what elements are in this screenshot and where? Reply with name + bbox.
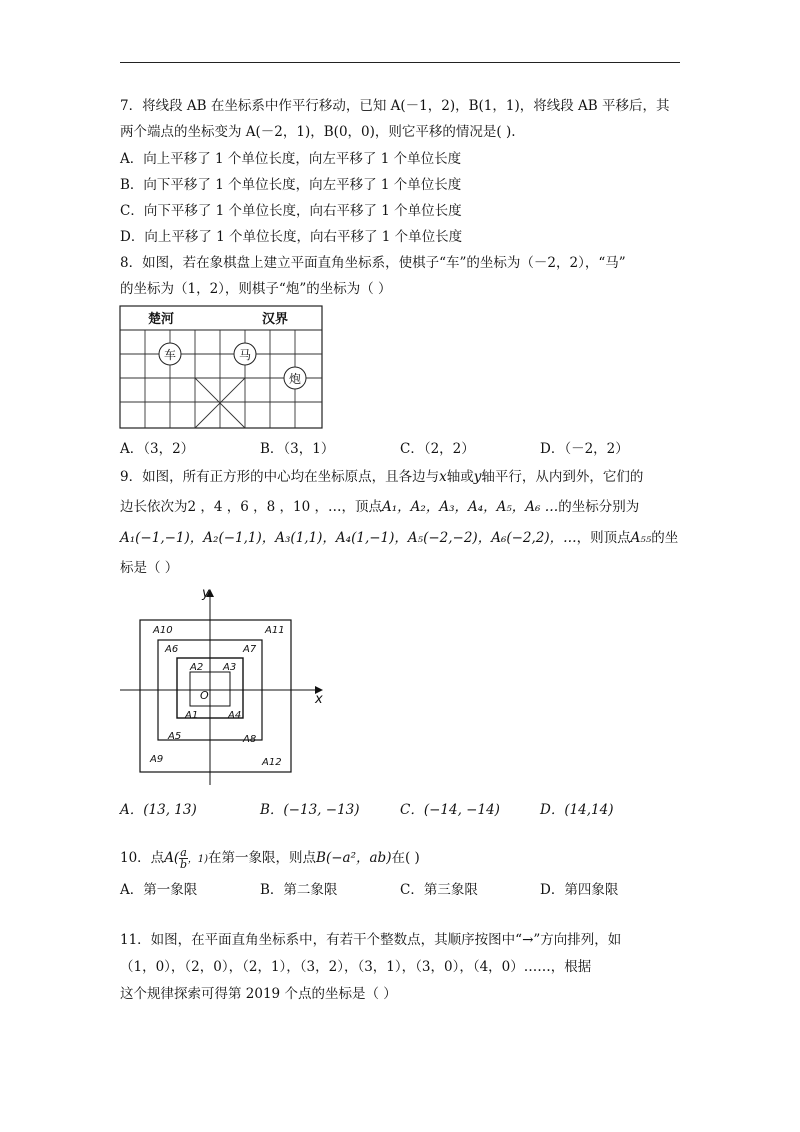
label-a6: A6: [165, 644, 179, 655]
q11-stem-line3: 这个规律探索可得第 2019 个点的坐标是（ ）: [120, 986, 397, 1002]
q10-stem-text-c: 在( ): [391, 850, 420, 866]
q10-option-b: B．第二象限: [260, 882, 338, 898]
q9-side-lengths: 2 ，4 ，6 ，8 ，10 ，…: [187, 499, 342, 515]
q10-frac-den: b: [179, 858, 188, 871]
q10-option-d: D．第四象限: [540, 882, 619, 898]
q9-stem-text-e: ，顶点: [341, 499, 382, 515]
q10-point-b: B(−a²，ab): [316, 850, 392, 866]
label-a8: A8: [243, 734, 257, 745]
piece-ma: [234, 343, 256, 365]
q11-stem-line1: 11．如图，在平面直角坐标系中，有若干个整数点，其顺序按图中“→”方向排列，如: [120, 932, 622, 948]
piece-che-label: 车: [163, 348, 177, 362]
q9-vertex-list: A₁，A₂，A₃，A₄，A₅，A₆ …: [382, 499, 559, 515]
label-a5: A5: [168, 731, 182, 742]
q10-fraction: [179, 847, 188, 870]
nested-squares-figure: [110, 585, 335, 790]
q9-option-b: B．(−13, −13): [260, 802, 360, 818]
piece-che: [159, 343, 181, 365]
board-label-chuhe: 楚河: [148, 312, 175, 327]
q10-frac-num: a: [180, 846, 187, 859]
piece-pao-label: 炮: [288, 372, 302, 386]
label-a1: A1: [185, 710, 199, 721]
q9-option-d: D．(14,14): [540, 802, 614, 818]
q8-stem-line2: 的坐标为（1，2），则棋子“炮”的坐标为（ ）: [120, 281, 392, 297]
q10-stem-text-a: 10．点: [120, 850, 165, 866]
q9-x-variable: x: [439, 469, 447, 485]
chess-board-figure: [118, 304, 326, 432]
label-a4: A4: [228, 710, 242, 721]
q10-option-a: A．第一象限: [120, 882, 198, 898]
label-a7: A7: [243, 644, 257, 655]
q8-option-b: B．（3，1）: [260, 441, 335, 457]
q9-stem-text-f: 的坐标分别为: [558, 499, 640, 515]
q9-y-variable: y: [473, 469, 482, 485]
q8-stem-line1: 8．如图，若在象棋盘上建立平面直角坐标系，使棋子“车”的坐标为（－2，2），“马”: [120, 255, 626, 271]
label-a2: A2: [190, 662, 204, 673]
label-origin: O: [200, 689, 209, 702]
q9-stem-line4: 标是（ ）: [120, 560, 179, 576]
q9-stem-text-b: 轴或: [446, 469, 474, 485]
piece-pao: [284, 367, 306, 389]
label-x-axis: x: [315, 692, 323, 707]
q9-stem-line3: [120, 528, 678, 548]
q9-stem-line2: [120, 497, 639, 517]
label-a12: A12: [262, 757, 282, 768]
q11-stem-line2: （1，0），（2，0），（2，1），（3，2），（3，1），（3，0），（4，0）……，根据: [120, 959, 592, 975]
q9-stem-line1: [120, 467, 643, 487]
q10-stem-text-b: 在第一象限，则点: [208, 850, 317, 866]
q7-stem-line1: 7．将线段 AB 在坐标系中作平行移动，已知 A(－1，2)，B(1，1)，将线段 AB 平移后，其: [120, 98, 670, 114]
q9-coords-list: A₁(−1,−1)，A₂(−1,1)，A₃(1,1)，A₄(1,−1)，A₅(−2,−2)，A₆(−2,2)，…: [120, 530, 577, 546]
q9-stem-text-h: 的坐: [651, 530, 679, 546]
header-rule: [120, 62, 680, 63]
q10-option-c: C．第三象限: [400, 882, 478, 898]
label-y-axis: y: [202, 586, 210, 601]
q9-option-c: C．(−14, −14): [400, 802, 500, 818]
q9-stem-text-a: 9．如图，所有正方形的中心均在坐标原点，且各边与: [120, 469, 440, 485]
q7-option-b: B．向下平移了 1 个单位长度，向左平移了 1 个单位长度: [120, 177, 462, 193]
label-a11: A11: [265, 625, 285, 636]
q9-option-a: A．(13, 13): [120, 802, 197, 818]
q10-stem: [120, 843, 420, 875]
q9-stem-text-c: 轴平行，从内到外，它们的: [481, 469, 644, 485]
label-a10: A10: [153, 625, 173, 636]
board-label-hanjie: 汉界: [262, 312, 289, 327]
q9-stem-text-g: ，则顶点: [576, 530, 631, 546]
q8-option-c: C．（2，2）: [400, 441, 475, 457]
square-4: [140, 620, 291, 772]
label-a3: A3: [223, 662, 237, 673]
q8-option-a: A．（3，2）: [120, 441, 195, 457]
label-a9: A9: [150, 754, 164, 765]
q7-option-d: D．向上平移了 1 个单位长度，向右平移了 1 个单位长度: [120, 229, 463, 245]
q7-stem-line2: 两个端点的坐标变为 A(－2，1)，B(0，0)，则它平移的情况是( ).: [120, 124, 516, 140]
q9-target-vertex: A₅₅: [630, 530, 652, 546]
q8-option-d: D．（－2，2）: [540, 441, 629, 457]
q9-stem-text-d: 边长依次为: [120, 499, 188, 515]
q10-point-a-tail: ，1): [187, 854, 209, 865]
q10-point-a: A(: [164, 850, 180, 866]
q7-option-c: C．向下平移了 1 个单位长度，向右平移了 1 个单位长度: [120, 203, 462, 219]
piece-ma-label: 马: [238, 348, 252, 362]
q7-option-a: A．向上平移了 1 个单位长度，向左平移了 1 个单位长度: [120, 151, 462, 167]
